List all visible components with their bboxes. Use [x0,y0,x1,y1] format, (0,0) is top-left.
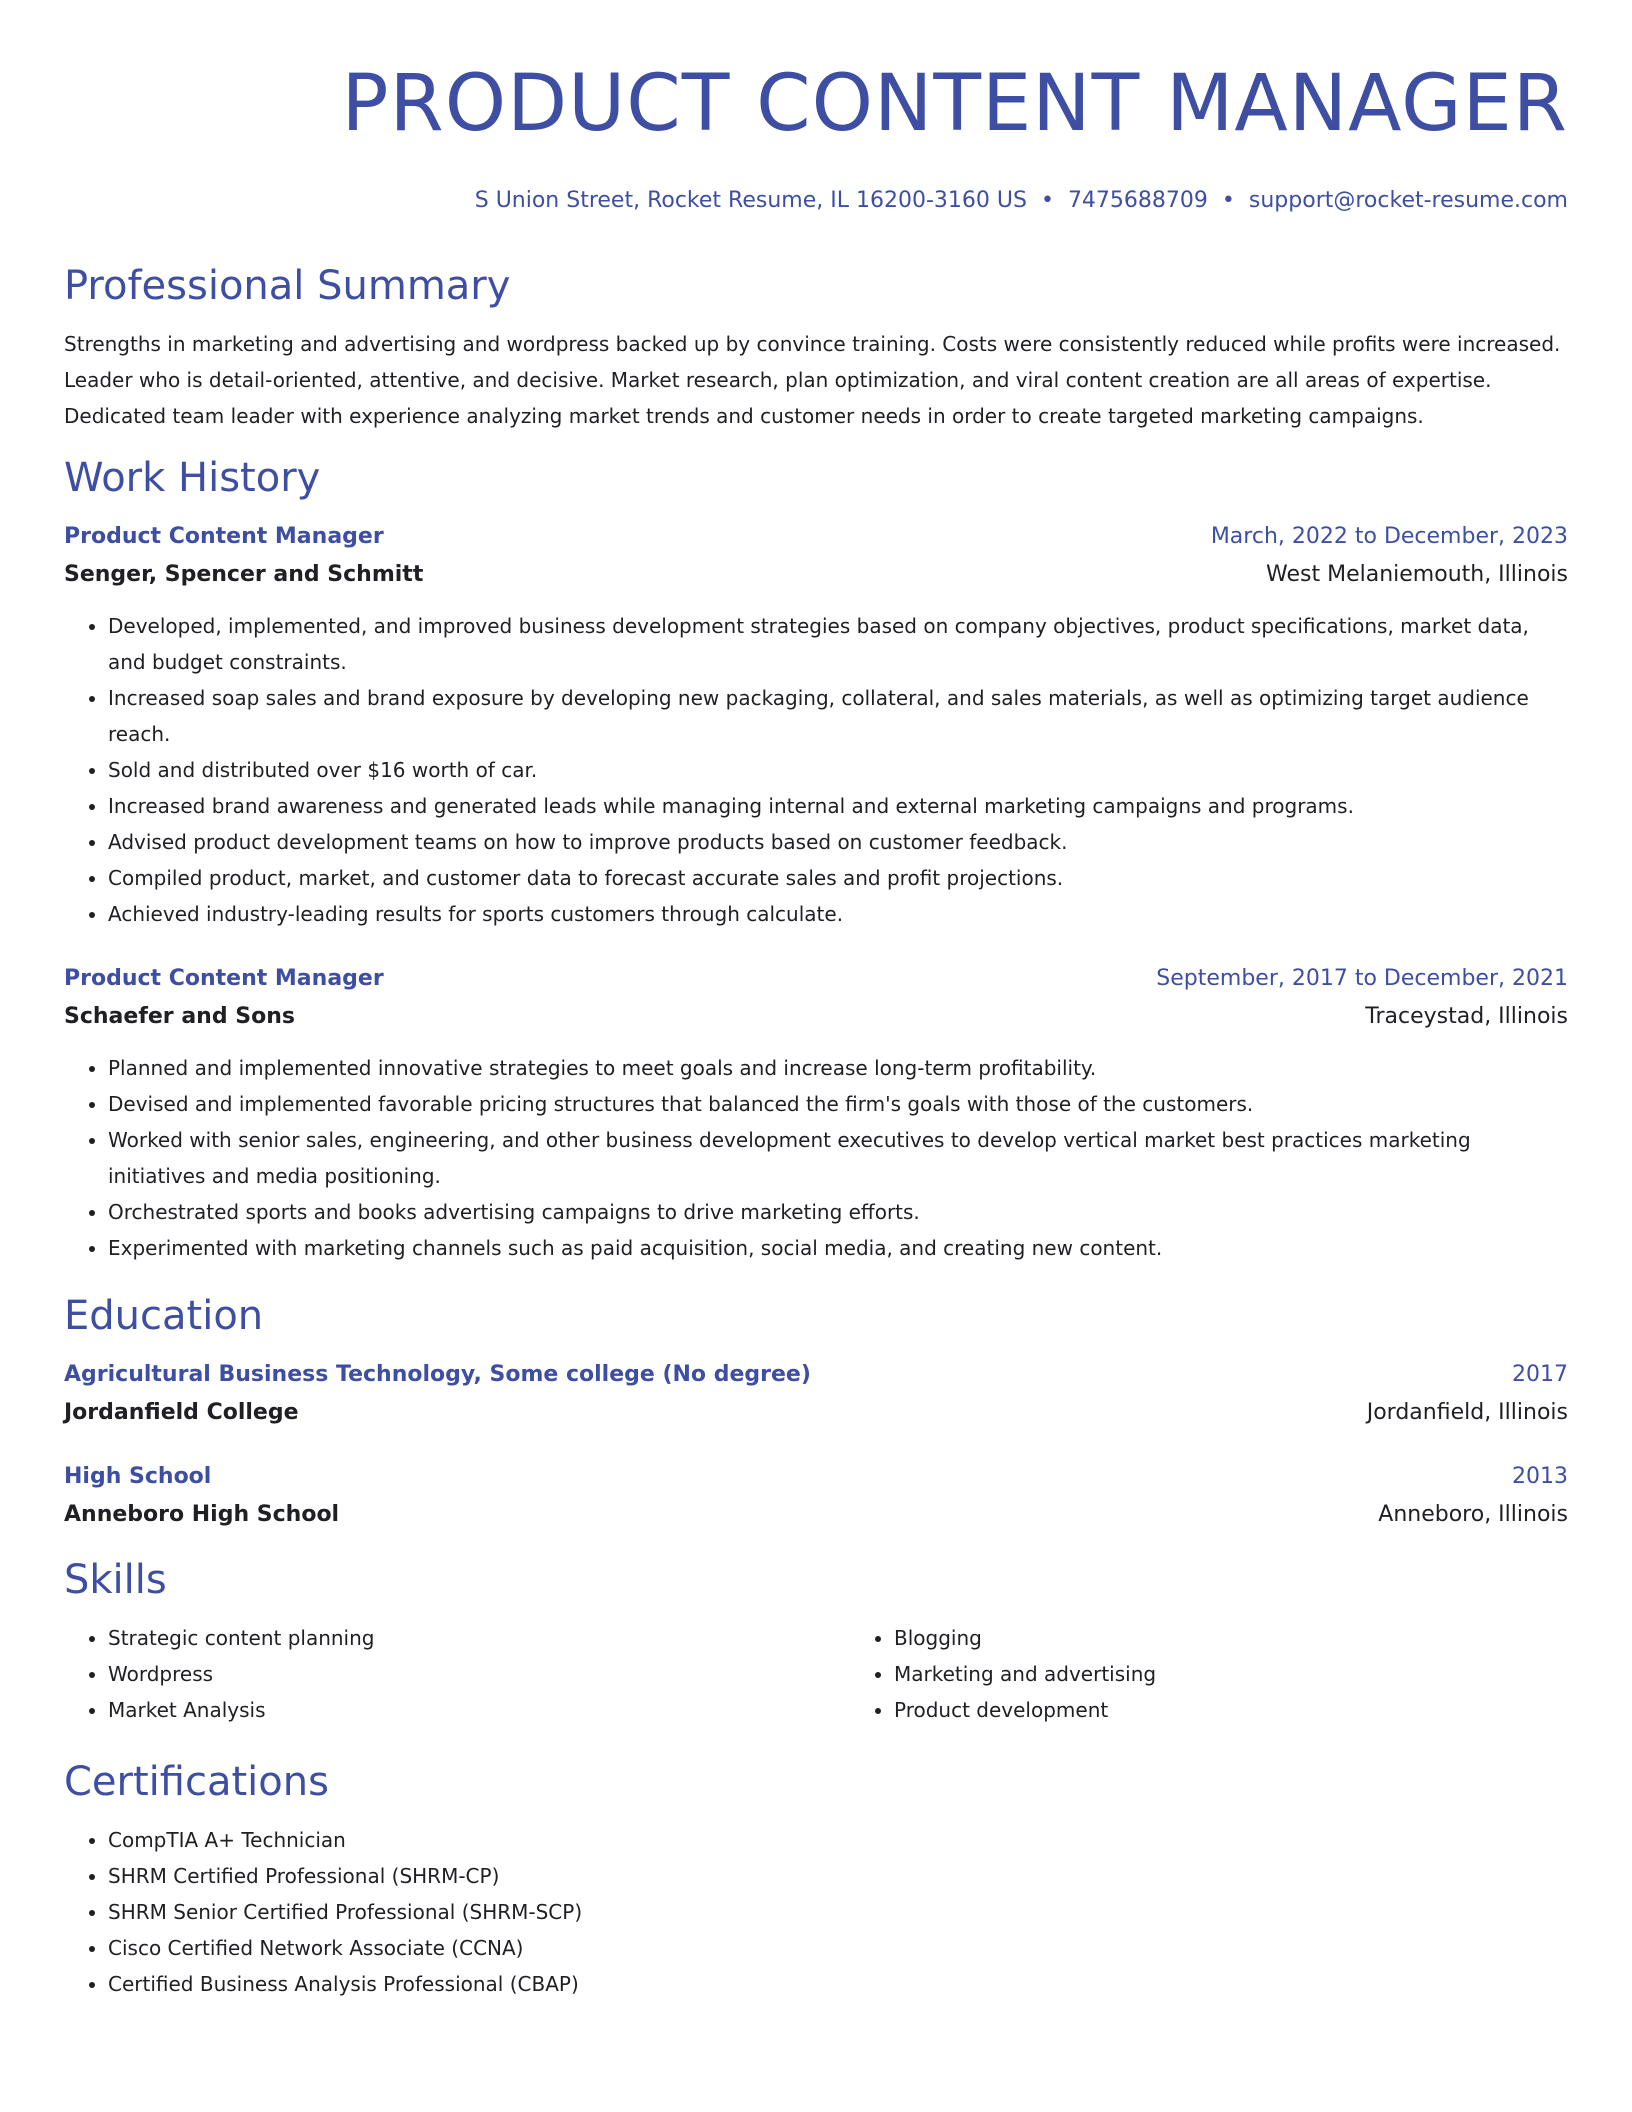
list-item: • Certified Business Analysis Professional (CBAP) [108,1966,1568,2002]
graduation-year: 2017 [1512,1362,1568,1387]
job-header-row [64,522,1568,552]
school-location: Anneboro, Illinois [1378,1502,1568,1527]
job-entry [64,964,1568,1266]
summary-section [64,260,1568,434]
list-item: • CompTIA A+ Technician [108,1822,1568,1858]
school-name: Anneboro High School [64,1502,340,1527]
separator-dot: • [1221,188,1235,213]
skills-list-left [64,1620,850,1728]
job-header-row [64,964,1568,994]
list-item: • Strategic content planning [108,1620,850,1656]
list-item: • Orchestrated sports and books advertising campaigns to drive marketing efforts. [108,1194,1568,1230]
list-item: • Increased brand awareness and generated leads while managing internal and external marketing campaigns and programs. [108,788,1568,824]
job-dates: March, 2022 to December, 2023 [1210,524,1568,549]
certifications-list [64,1822,1568,2002]
degree: Agricultural Business Technology, Some college (No degree) [64,1362,811,1387]
address: S Union Street, Rocket Resume, IL 16200-3160 US [474,188,1027,213]
job-role: Product Content Manager [64,524,384,549]
job-location: West Melaniemouth, Illinois [1266,562,1568,587]
job-entry [64,522,1568,932]
job-company: Senger, Spencer and Schmitt [64,562,424,587]
degree: High School [64,1464,212,1489]
list-item: • SHRM Senior Certified Professional (SHRM-SCP) [108,1894,1568,1930]
job-role: Product Content Manager [64,966,384,991]
job-company-row [64,1002,1568,1032]
section-title-certifications: Certifications [64,1759,329,1805]
list-item: • Marketing and advertising [894,1656,1632,1692]
job-dates: September, 2017 to December, 2021 [1156,966,1568,991]
candidate-title: PRODUCT CONTENT MANAGER [341,59,1568,149]
contact-line [64,186,1568,216]
job-bullets [64,608,1568,932]
list-item: • Blogging [894,1620,1632,1656]
education-header-row [64,1360,1568,1390]
list-item: • Increased soap sales and brand exposure by developing new packaging, collateral, and sales materials, as well as optimizing target audience reach. [108,680,1568,752]
list-item: • Developed, implemented, and improved business development strategies based on company objectives, product specifications, market data, and budget constraints. [108,608,1568,680]
job-company-row [64,560,1568,590]
education-school-row [64,1500,1568,1530]
job-bullets [64,1050,1568,1266]
list-item: • Achieved industry-leading results for sports customers through calculate. [108,896,1568,932]
phone[interactable]: 7475688709 [1067,188,1208,213]
skills-section [64,1554,1568,1728]
education-entry [64,1462,1568,1530]
resume-header [64,0,1568,216]
list-item: • Market Analysis [108,1692,850,1728]
school-location: Jordanfield, Illinois [1366,1400,1568,1425]
section-title-summary: Professional Summary [64,263,511,309]
list-item: • Worked with senior sales, engineering, and other business development executives to develop vertical market best practices marketing initiatives and media positioning. [108,1122,1568,1194]
list-item: • Compiled product, market, and customer data to forecast accurate sales and profit projections. [108,860,1568,896]
work-section [64,452,1568,1266]
section-title-skills: Skills [64,1557,167,1603]
education-school-row [64,1398,1568,1428]
skills-list-right [850,1620,1632,1728]
list-item: • Advised product development teams on how to improve products based on customer feedback. [108,824,1568,860]
skills-columns [64,1620,1568,1728]
education-header-row [64,1462,1568,1492]
email[interactable]: support@rocket-resume.com [1248,188,1568,213]
job-location: Traceystad, Illinois [1365,1004,1568,1029]
school-name: Jordanfield College [64,1400,299,1425]
list-item: • Product development [894,1692,1632,1728]
list-item: • Sold and distributed over $16 worth of car. [108,752,1568,788]
graduation-year: 2013 [1512,1464,1568,1489]
list-item: • Cisco Certified Network Associate (CCNA) [108,1930,1568,1966]
education-entry [64,1360,1568,1428]
list-item: • Devised and implemented favorable pricing structures that balanced the firm's goals with those of the customers. [108,1086,1568,1122]
list-item: • Wordpress [108,1656,850,1692]
separator-dot: • [1040,188,1054,213]
section-title-work: Work History [64,455,321,501]
certifications-section [64,1756,1568,2002]
list-item: • Experimented with marketing channels such as paid acquisition, social media, and creating new content. [108,1230,1568,1266]
list-item: • Planned and implemented innovative strategies to meet goals and increase long-term profitability. [108,1050,1568,1086]
list-item: • SHRM Certified Professional (SHRM-CP) [108,1858,1568,1894]
education-section [64,1290,1568,1530]
job-company: Schaefer and Sons [64,1004,295,1029]
summary-text: Strengths in marketing and advertising and wordpress backed up by convince training. Costs were consistently reduced while profits were increased. Leader who is detail-oriented, attentive, and decisive. Market research, plan optimization, and viral content creation are all areas of expertise. Dedicated team leader with experience analyzing market trends and customer needs in order to create targeted marketing campaigns. [64,332,1561,428]
section-title-education: Education [64,1293,264,1339]
